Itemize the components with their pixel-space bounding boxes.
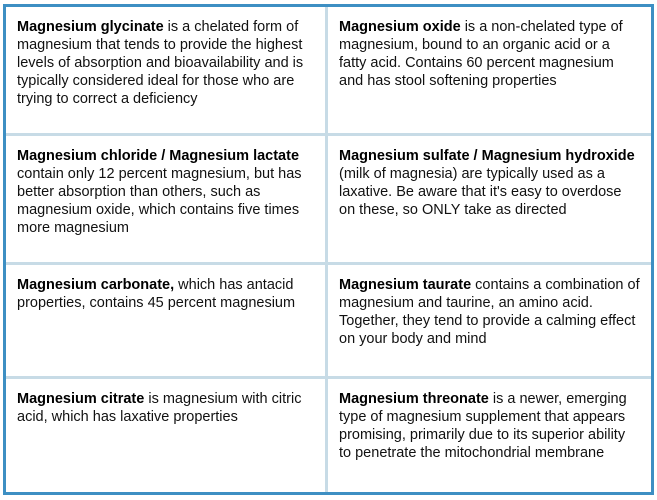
- cell-magnesium-oxide: [328, 7, 651, 136]
- cell-magnesium-citrate: [6, 379, 328, 492]
- cell-description: is a newer, emerging type of magnesium supplement that appears promising, primarily due to its superior ability to penetrate the mitochondrial membrane: [339, 391, 627, 461]
- cell-description: is a non-chelated type of magnesium, bound to an organic acid or a fatty acid. Contains 60 percent magnesium and has stool softening properties: [339, 19, 623, 89]
- cell-magnesium-sulfate-hydroxide: [328, 136, 651, 265]
- cell-magnesium-glycinate: [6, 7, 328, 136]
- cell-magnesium-threonate: [328, 379, 651, 492]
- cell-description: (milk of magnesia) are typically used as a laxative. Be aware that it's easy to overdose on these, so ONLY take as directed: [339, 166, 622, 218]
- cell-term: Magnesium carbonate,: [17, 277, 175, 293]
- cell-description: contain only 12 percent magnesium, but has better absorption than others, such as magnesium oxide, which contains five times more magnesium: [17, 166, 302, 236]
- cell-term: Magnesium sulfate / Magnesium hydroxide: [339, 148, 635, 164]
- cell-description: contains a combination of magnesium and taurine, an amino acid. Together, they tend to provide a calming effect on your body and mind: [339, 277, 640, 347]
- table-grid: [6, 7, 651, 492]
- cell-term: Magnesium oxide: [339, 19, 461, 35]
- cell-magnesium-chloride-lactate: [6, 136, 328, 265]
- cell-term: Magnesium citrate: [17, 391, 145, 407]
- cell-magnesium-carbonate: [6, 265, 328, 379]
- cell-description: is magnesium with citric acid, which has laxative properties: [17, 391, 302, 425]
- cell-magnesium-taurate: [328, 265, 651, 379]
- cell-term: Magnesium threonate: [339, 391, 489, 407]
- cell-term: Magnesium taurate: [339, 277, 472, 293]
- cell-description: is a chelated form of magnesium that tends to provide the highest levels of absorption and bioavailability and is typically considered ideal for those who are trying to correct a deficiency: [17, 19, 304, 107]
- magnesium-types-table: [3, 4, 654, 495]
- cell-term: Magnesium chloride / Magnesium lactate: [17, 148, 300, 164]
- cell-term: Magnesium glycinate: [17, 19, 164, 35]
- cell-description: which has antacid properties, contains 45 percent magnesium: [17, 277, 296, 311]
